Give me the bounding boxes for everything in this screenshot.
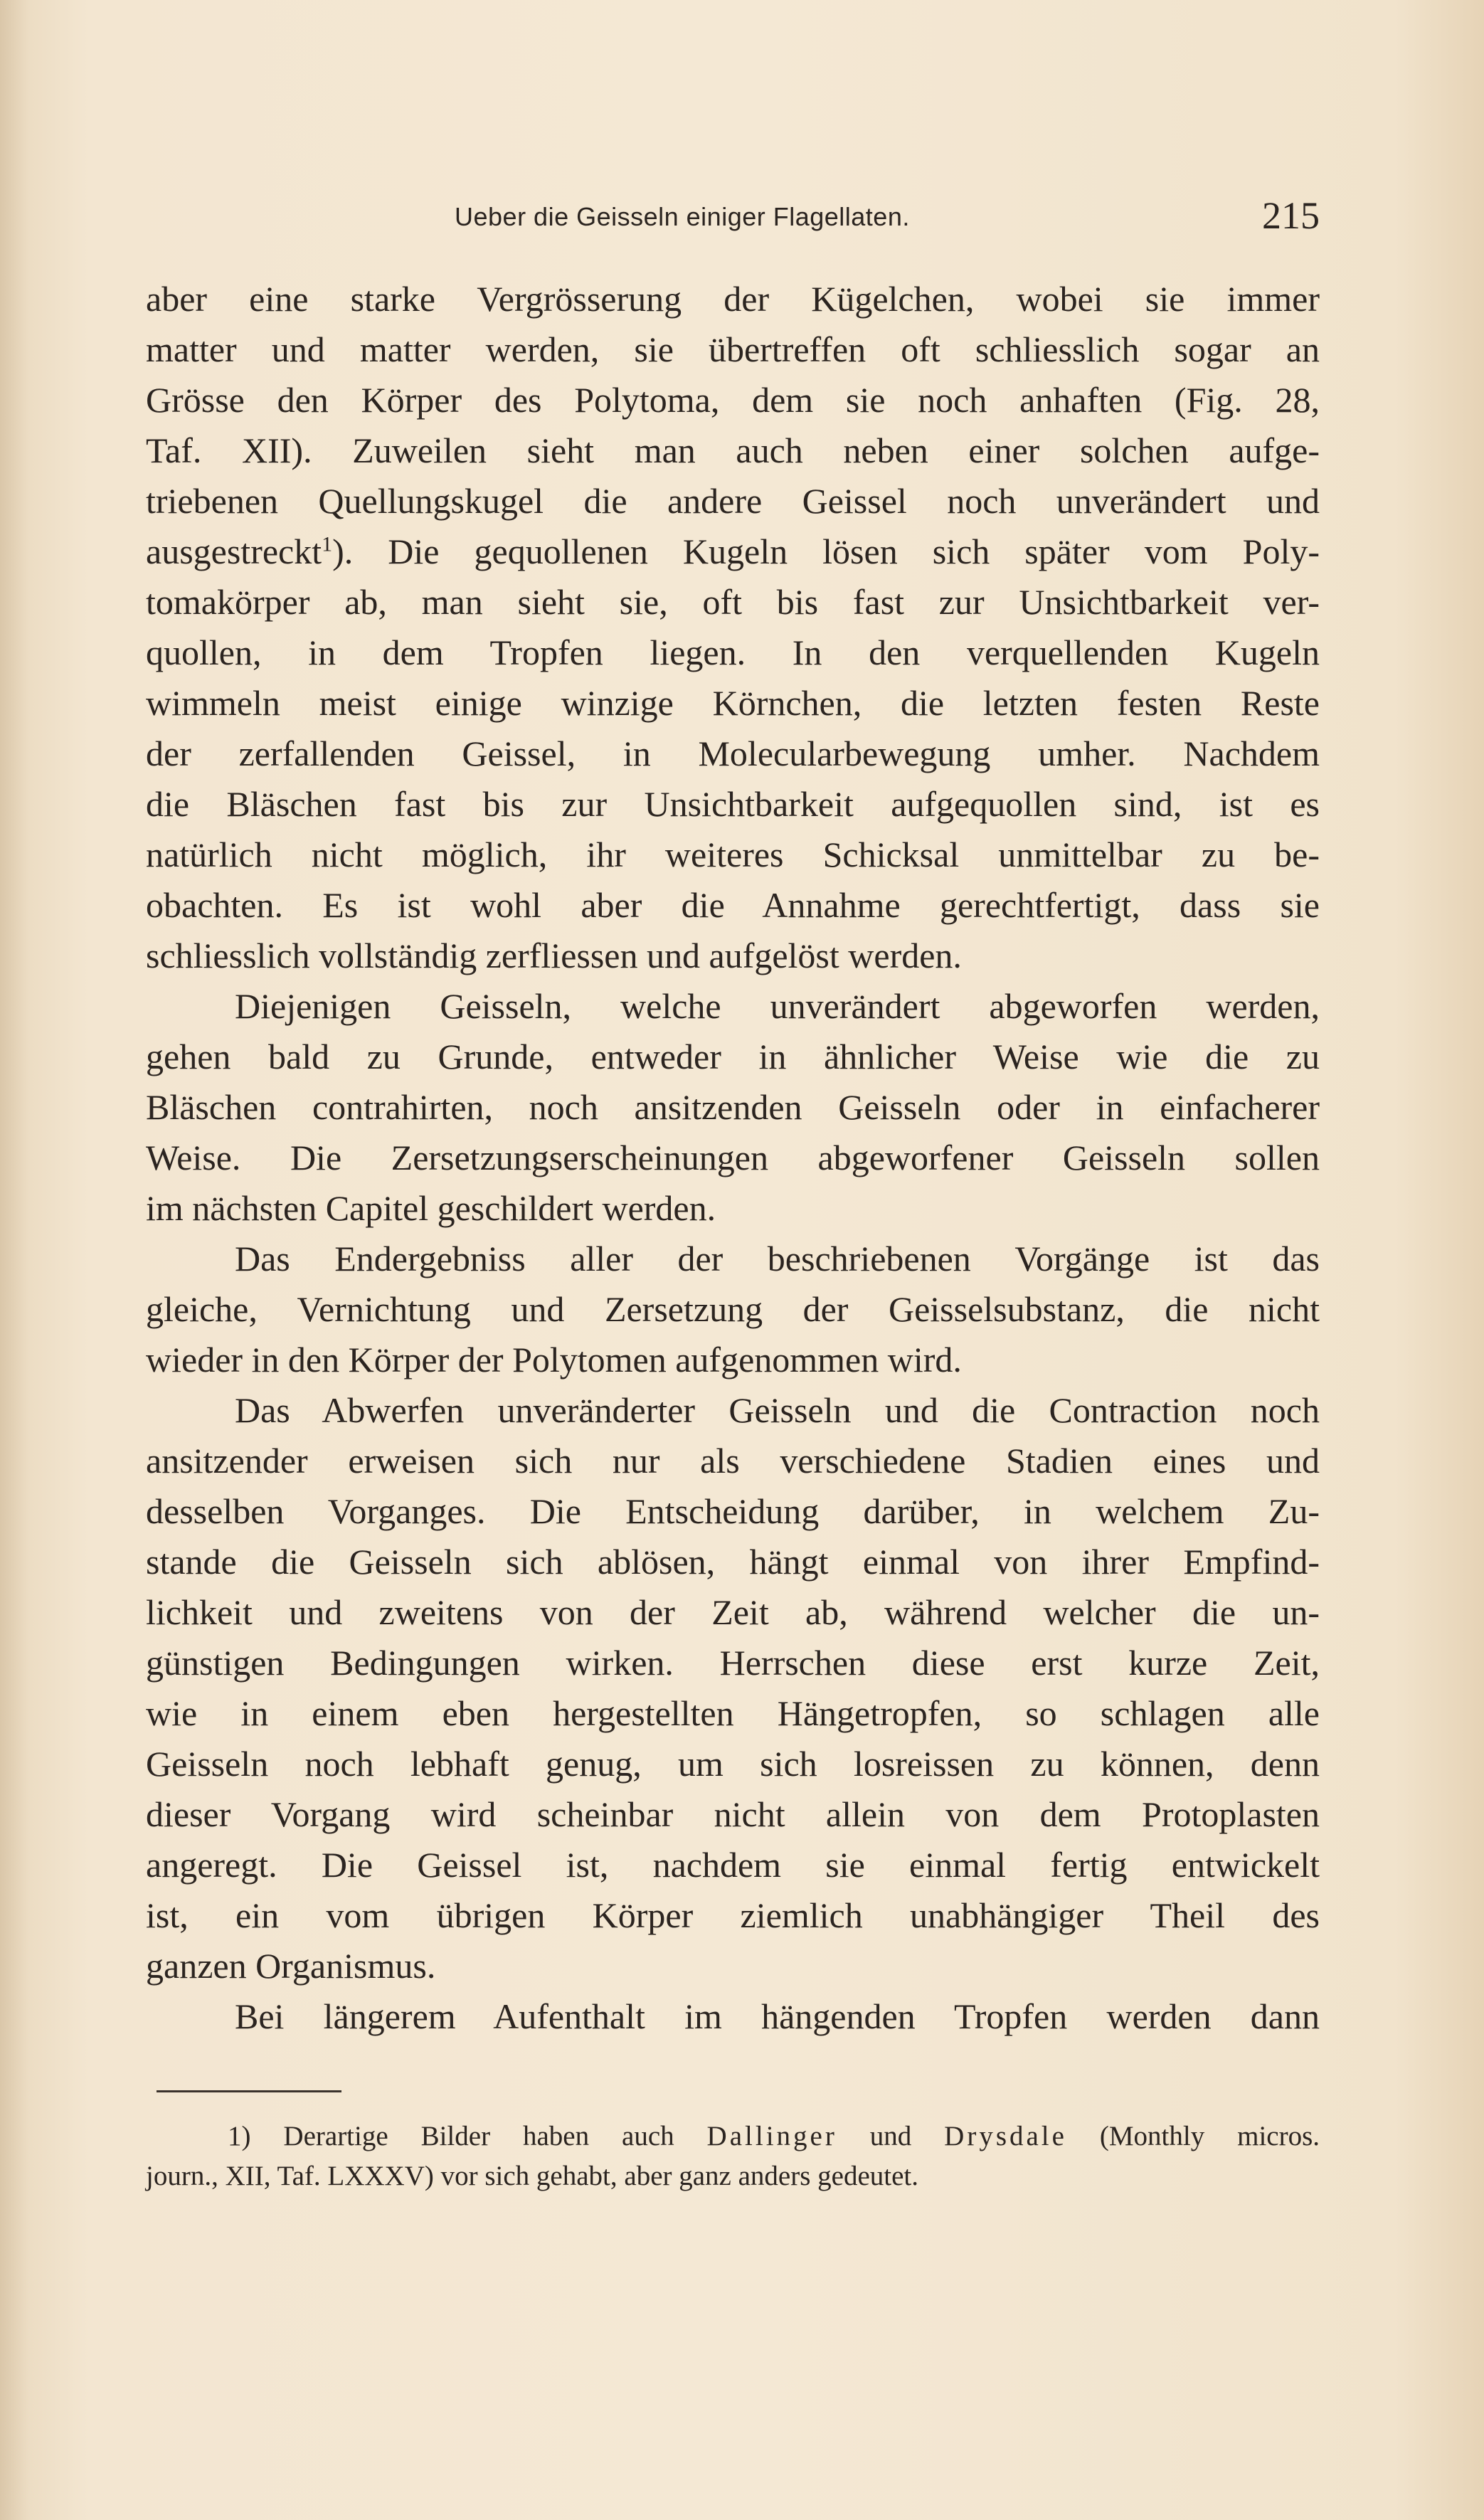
text-segment: ). Die gequollenen Kugeln lösen sich später vom Poly- xyxy=(332,531,1320,571)
page-number: 215 xyxy=(1262,194,1320,237)
text-line: gleiche, Vernichtung und Zersetzung der Geisselsubstanz, die nicht xyxy=(146,1289,1320,1329)
text-line: wimmeln meist einige winzige Körnchen, die letzten festen Reste xyxy=(146,683,1320,723)
text-line: Diejenigen Geisseln, welche unverändert abgeworfen werden, xyxy=(235,986,1320,1026)
footnote xyxy=(146,2117,1320,2196)
text-line: gehen bald zu Grunde, entweder in ähnlicher Weise wie die zu xyxy=(146,1037,1320,1076)
footnote-text: Derartige Bilder haben auch xyxy=(283,2121,674,2151)
text-line: triebenen Quellungskugel die andere Geissel noch unverändert und xyxy=(146,481,1320,521)
text-line: Das Abwerfen unveränderter Geisseln und die Contraction noch xyxy=(235,1390,1320,1430)
paragraph-1 xyxy=(146,274,1320,981)
paragraph-5 xyxy=(146,1991,1320,2042)
spine-shadow xyxy=(0,0,28,2520)
text-line: dieser Vorgang wird scheinbar nicht allein von dem Protoplasten xyxy=(146,1794,1320,1834)
text-line: matter und matter werden, sie übertreffen oft schliesslich sogar an xyxy=(146,329,1320,369)
text-line: ganzen Organismus. xyxy=(146,1946,436,1986)
text-line: günstigen Bedingungen wirken. Herrschen diese erst kurze Zeit, xyxy=(146,1643,1320,1683)
text-line: im nächsten Capitel geschildert werden. xyxy=(146,1188,716,1228)
text-segment: ausgestreckt xyxy=(146,531,322,571)
text-line: desselben Vorganges. Die Entscheidung darüber, in welchem Zu- xyxy=(146,1491,1320,1531)
text-line: wieder in den Körper der Polytomen aufgenommen wird. xyxy=(146,1340,962,1380)
text-line: Geisseln noch lebhaft genug, um sich losreissen zu können, denn xyxy=(146,1744,1320,1784)
footnote-line xyxy=(146,2117,1320,2156)
text-line: quollen, in dem Tropfen liegen. In den verquellenden Kugeln xyxy=(146,632,1320,672)
running-head xyxy=(146,194,1320,243)
text-line: stande die Geisseln sich ablösen, hängt einmal von ihrer Empfind- xyxy=(146,1542,1320,1582)
text-line: Taf. XII). Zuweilen sieht man auch neben einer solchen aufge- xyxy=(146,430,1320,470)
text-line: Grösse den Körper des Polytoma, dem sie noch anhaften (Fig. 28, xyxy=(146,380,1320,420)
text-line: tomakörper ab, man sieht sie, oft bis fast zur Unsichtbarkeit ver- xyxy=(146,582,1320,622)
paragraph-3 xyxy=(146,1234,1320,1385)
text-line: angeregt. Die Geissel ist, nachdem sie einmal fertig entwickelt xyxy=(146,1845,1320,1885)
paragraph-4 xyxy=(146,1385,1320,1991)
text-line: Bei längerem Aufenthalt im hängenden Tropfen werden dann xyxy=(235,1996,1320,2036)
text-line: natürlich nicht möglich, ihr weiteres Schicksal unmittelbar zu be- xyxy=(146,835,1320,874)
footnote-marker: 1) xyxy=(228,2121,251,2151)
text-line-with-footnote xyxy=(146,526,1320,577)
footnote-text: und xyxy=(869,2121,912,2151)
text-line: schliesslich vollständig zerfliessen und aufgelöst werden. xyxy=(146,936,962,975)
paragraph-2 xyxy=(146,981,1320,1234)
text-line: ansitzender erweisen sich nur als verschiedene Stadien eines und xyxy=(146,1441,1320,1481)
footnote-reference: 1 xyxy=(322,532,333,556)
footnote-line: journ., XII, Taf. LXXXV) vor sich gehabt, aber ganz anders gedeutet. xyxy=(146,2161,919,2191)
text-line: Bläschen contrahirten, noch ansitzenden Geisseln oder in einfacherer xyxy=(146,1087,1320,1127)
text-line: die Bläschen fast bis zur Unsichtbarkeit aufgequollen sind, ist es xyxy=(146,784,1320,824)
author-name: Dallinger xyxy=(706,2121,837,2151)
text-line: lichkeit und zweitens von der Zeit ab, während welcher die un- xyxy=(146,1592,1320,1632)
running-head-title: Ueber die Geisseln einiger Flagellaten. xyxy=(455,202,910,231)
text-line: ist, ein vom übrigen Körper ziemlich unabhängiger Theil des xyxy=(146,1895,1320,1935)
text-line: wie in einem eben hergestellten Hängetropfen, so schlagen alle xyxy=(146,1693,1320,1733)
text-line: Das Endergebniss aller der beschriebenen Vorgänge ist das xyxy=(235,1239,1320,1278)
author-name: Drysdale xyxy=(944,2121,1067,2151)
footnote-text: (Monthly micros. xyxy=(1099,2121,1320,2151)
text-line: der zerfallenden Geissel, in Molecularbewegung umher. Nachdem xyxy=(146,734,1320,773)
body-text xyxy=(146,274,1320,2042)
text-line: obachten. Es ist wohl aber die Annahme gerechtfertigt, dass sie xyxy=(146,885,1320,925)
text-line: aber eine starke Vergrösserung der Kügelchen, wobei sie immer xyxy=(146,279,1320,319)
text-line: Weise. Die Zersetzungserscheinungen abgeworfener Geisseln sollen xyxy=(146,1138,1320,1177)
footnote-separator xyxy=(157,2090,341,2092)
